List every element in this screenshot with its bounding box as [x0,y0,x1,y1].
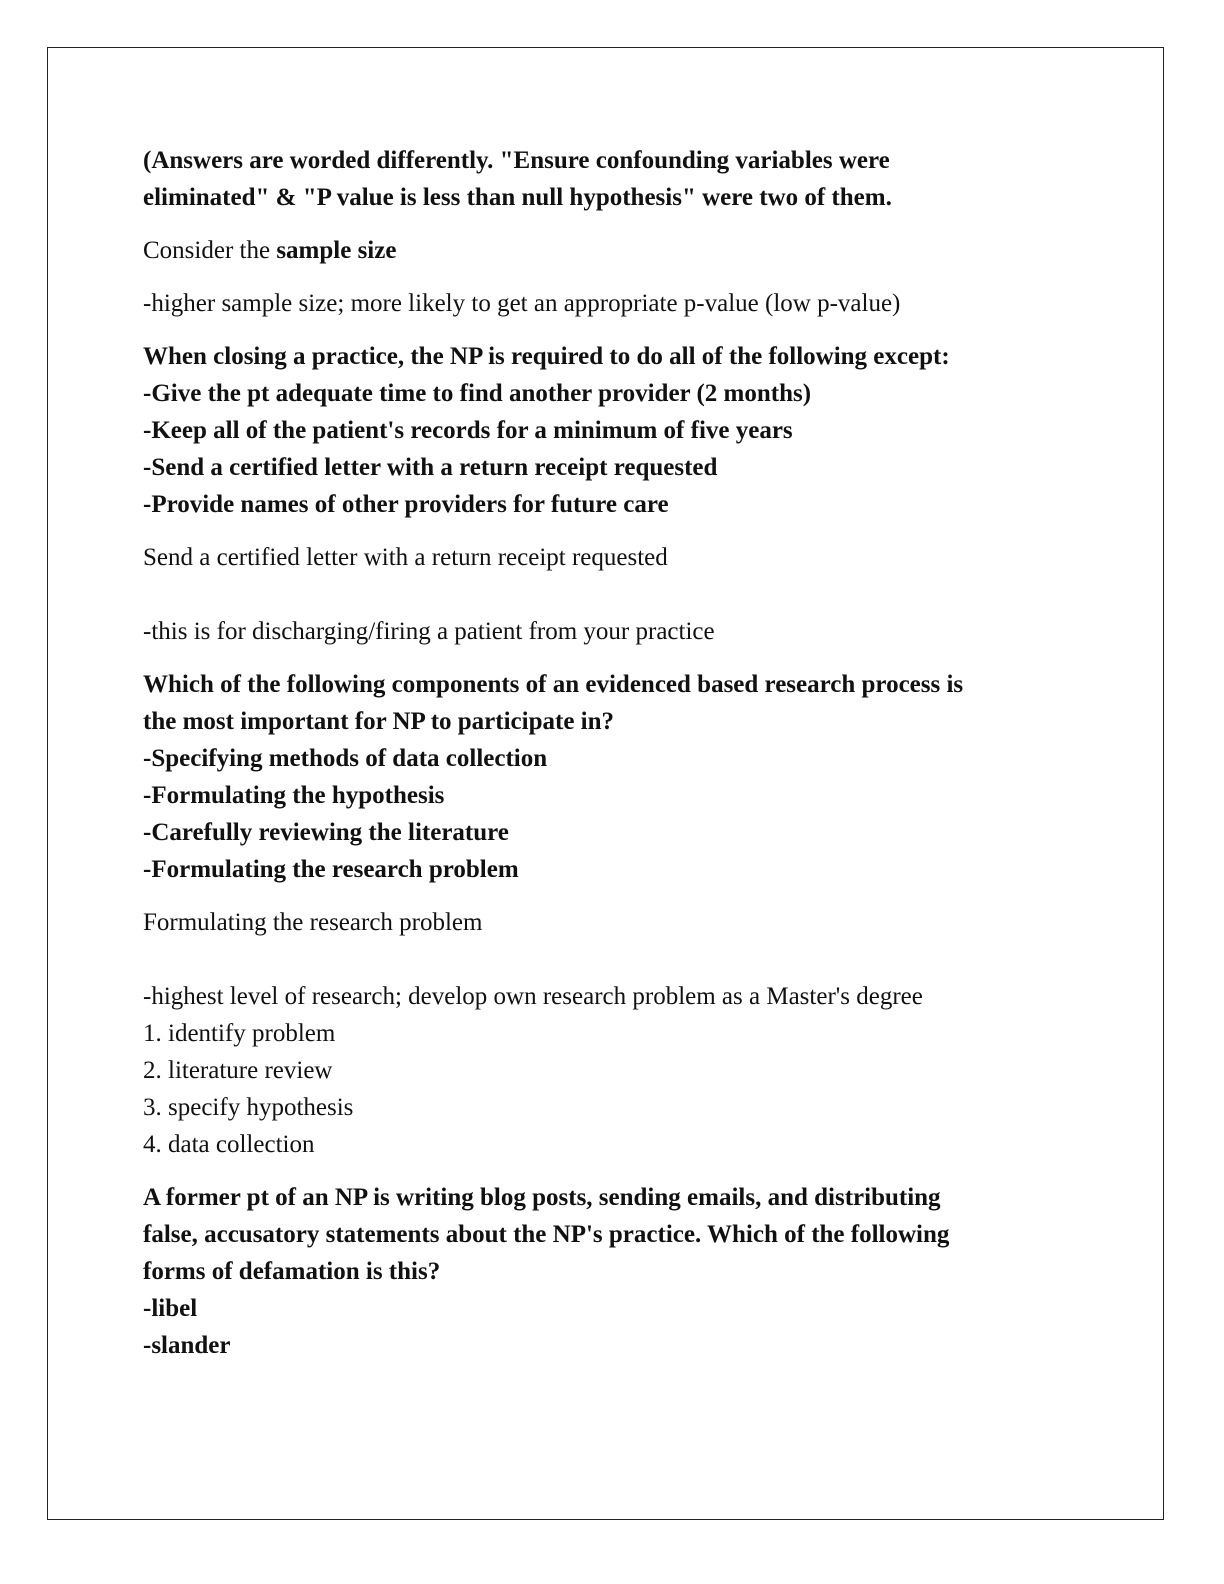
card4-question-line: A former pt of an NP is writing blog posts, sending emails, and distributing [143,1184,941,1211]
card3-option: -Formulating the hypothesis [143,782,445,809]
card2-question: When closing a practice, the NP is required to do all of the following except: [143,343,950,370]
card1-answer-bold: sample size [276,237,397,264]
card3-question-block [143,666,1103,888]
card2-answer: Send a certified letter with a return receipt requested [143,544,668,571]
card3-step: 4. data collection [143,1131,315,1158]
card3-option: -Specifying methods of data collection [143,745,548,772]
card3-step: 2. literature review [143,1057,333,1084]
card3-option: -Formulating the research problem [143,856,519,883]
card4-question-line: false, accusatory statements about the NP's practice. Which of the following [143,1221,950,1248]
card3-question-line: Which of the following components of an evidenced based research process is [143,671,964,698]
intro-note-line: (Answers are worded differently. "Ensure confounding variables were [143,147,890,174]
card2-option: -Keep all of the patient's records for a minimum of five years [143,417,793,444]
document-content [143,142,1103,1364]
card3-answer: Formulating the research problem [143,909,483,936]
card3-step: 3. specify hypothesis [143,1094,354,1121]
card3-option: -Carefully reviewing the literature [143,819,509,846]
card4-question-line: forms of defamation is this? [143,1258,441,1285]
card4-question-block [143,1179,1103,1364]
card4-option: -libel [143,1295,198,1322]
card3-explanation-block [143,978,1103,1163]
card1-answer [143,232,1103,269]
card2-option: -Give the pt adequate time to find another provider (2 months) [143,380,812,407]
card3-explanation: -highest level of research; develop own research problem as a Master's degree [143,983,923,1010]
card4-option: -slander [143,1332,231,1359]
card1-answer-prefix: Consider the [143,237,277,264]
card3-question-line: the most important for NP to participate in? [143,708,615,735]
intro-note [143,142,1103,216]
card3-step: 1. identify problem [143,1020,336,1047]
card1-explanation: -higher sample size; more likely to get an appropriate p-value (low p-value) [143,290,901,317]
intro-note-line: eliminated" & "P value is less than null hypothesis" were two of them. [143,184,892,211]
card2-explanation: -this is for discharging/firing a patient from your practice [143,618,715,645]
card2-option: -Provide names of other providers for future care [143,491,669,518]
card2-question-block [143,338,1103,523]
card2-option: -Send a certified letter with a return receipt requested [143,454,718,481]
